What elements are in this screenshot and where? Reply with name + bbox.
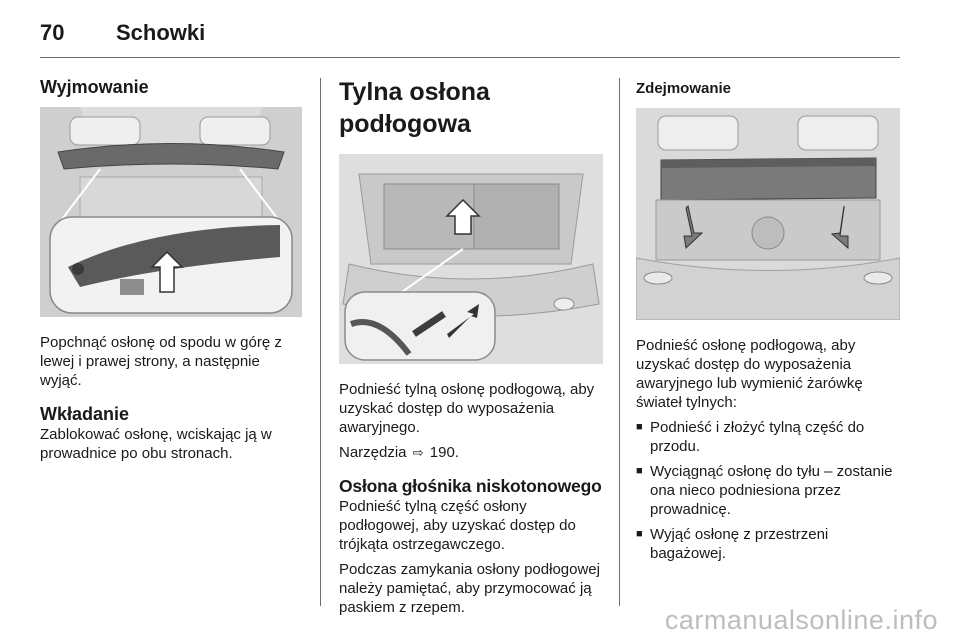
column-divider-2: [619, 78, 620, 606]
heading-dismantling: Zdejmowanie: [636, 80, 732, 97]
rear-floor-cover-illustration: [339, 154, 603, 364]
heading-subwoofer-cover: Osłona głośnika niskotonowego: [339, 476, 602, 496]
paragraph-removal: Popchnąć osłonę od spodu w górę z lewej i prawej strony, a następnie wyjąć.: [40, 334, 282, 389]
bullet-icon: ■: [636, 465, 643, 477]
figure-floor-cover-dismantling: [636, 108, 900, 320]
column-left: [40, 74, 302, 463]
cover-removal-illustration: [40, 107, 302, 317]
step-text: Wyciągnąć osłonę do tyłu – zostanie ona nieco podniesiona przez prowadnicę.: [650, 463, 893, 518]
page-number: 70: [40, 20, 65, 45]
page-header: [40, 20, 205, 46]
header-rule: [40, 57, 900, 58]
column-divider-1: [320, 78, 321, 606]
watermark: carmanualsonline.info: [664, 605, 938, 635]
paragraph-insertion: Zablokować osłonę, wciskając ją w prowadnice po obu stronach.: [40, 426, 272, 462]
reference-arrow-icon: ⇨: [412, 445, 424, 460]
heading-rear-floor-cover: Tylna osłona podłogowa: [339, 78, 490, 138]
section-title: Schowki: [116, 20, 206, 45]
figure-cover-removal: [40, 107, 302, 317]
floor-cover-dismantling-illustration: [636, 108, 900, 320]
paragraph-dismantling: Podnieść osłonę podłogową, aby uzyskać dostęp do wyposażenia awaryjnego lub wymienić żarówkę świateł tylnych:: [636, 337, 863, 411]
reference-label: Narzędzia: [339, 444, 407, 461]
heading-insertion: Wkładanie: [40, 404, 130, 424]
tools-reference: [339, 443, 603, 462]
column-right: [636, 78, 900, 569]
list-item: [636, 525, 900, 563]
heading-removal: Wyjmowanie: [40, 77, 149, 97]
list-item: [636, 462, 900, 519]
bullet-icon: ■: [636, 421, 643, 433]
steps-list: [636, 418, 900, 563]
step-text: Podnieść i złożyć tylną część do przodu.: [650, 419, 865, 455]
bullet-icon: ■: [636, 528, 643, 540]
paragraph-rear-floor-cover: Podnieść tylną osłonę podłogową, aby uzyskać dostęp do wyposażenia awaryjnego.: [339, 381, 595, 436]
reference-page[interactable]: 190.: [429, 444, 459, 461]
step-text: Wyjąć osłonę z przestrzeni bagażowej.: [650, 526, 829, 562]
paragraph-subwoofer-1: Podnieść tylną część osłony podłogowej, aby uzyskać dostęp do trójkąta ostrzegawczego.: [339, 498, 576, 553]
figure-rear-floor-cover: [339, 154, 603, 364]
list-item: [636, 418, 900, 456]
paragraph-subwoofer-2: Podczas zamykania osłony podłogowej należy pamiętać, aby przymocować ją paskiem z rzepem.: [339, 561, 600, 616]
column-middle: [339, 76, 603, 617]
